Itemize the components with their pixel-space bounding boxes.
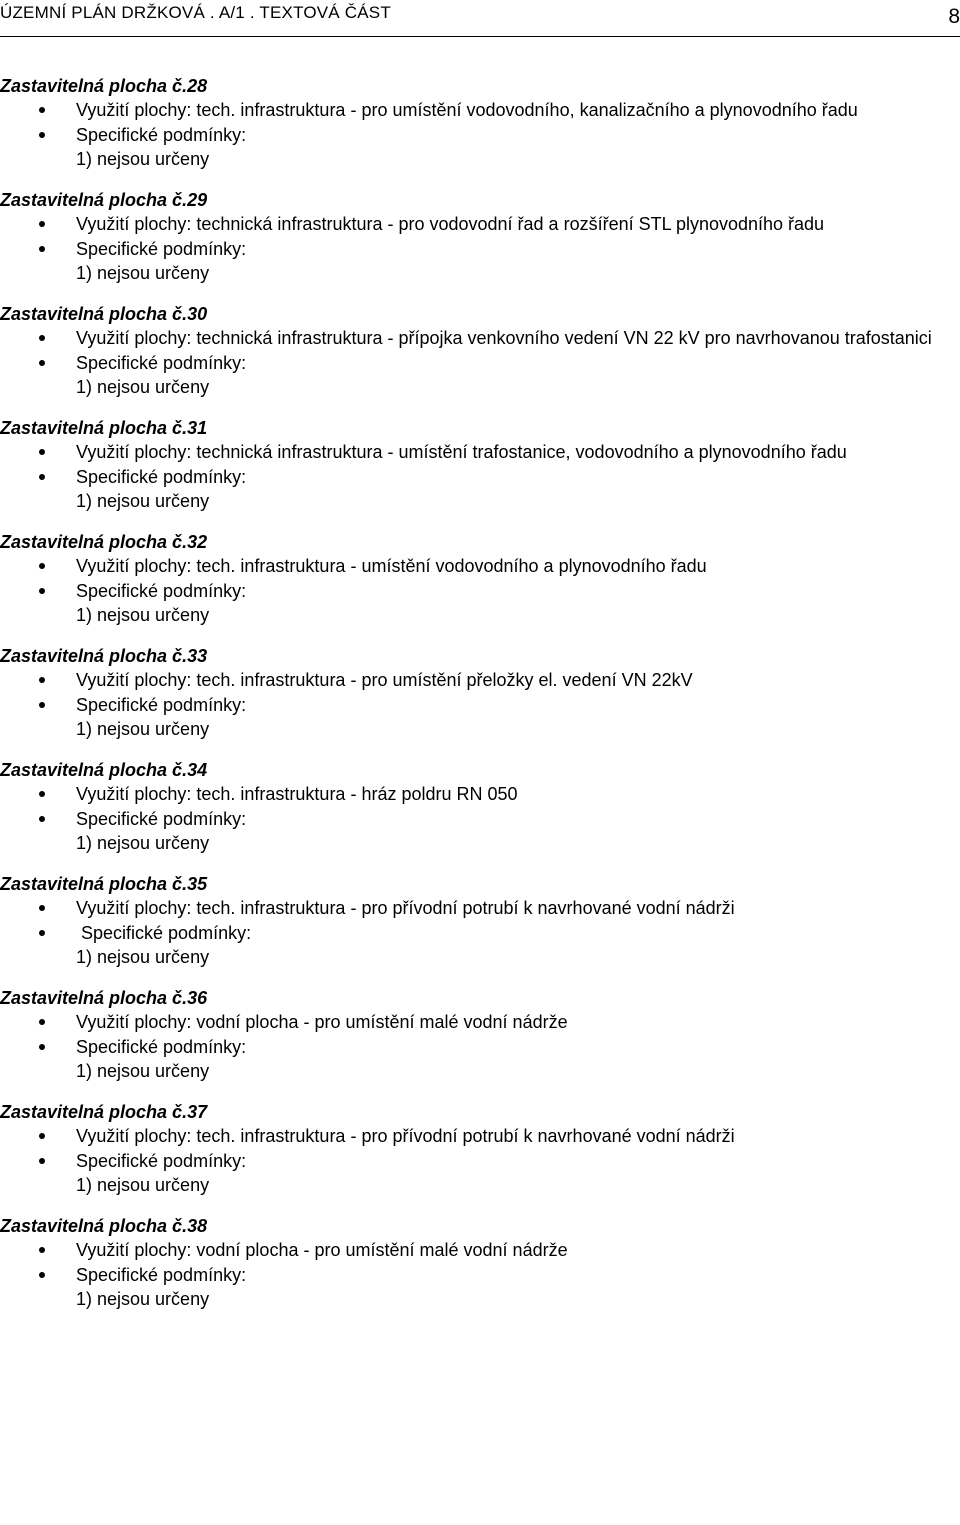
specific-conditions-label: Specifické podmínky: bbox=[76, 1036, 247, 1057]
bullet-icon bbox=[39, 132, 45, 138]
bullet-icon bbox=[39, 360, 45, 366]
specific-conditions-label: Specifické podmínky: bbox=[76, 922, 252, 943]
condition-text: 1) nejsou určeny bbox=[76, 1061, 210, 1081]
section-heading: Zastavitelná plocha č.38 bbox=[0, 1216, 208, 1236]
specific-conditions-item bbox=[0, 693, 960, 718]
section-heading: Zastavitelná plocha č.33 bbox=[0, 646, 208, 666]
bullet-icon bbox=[39, 563, 45, 569]
specific-conditions-item bbox=[0, 351, 960, 376]
usage-text: Využití plochy: tech. infrastruktura - umístění vodovodního a plynovodního řadu bbox=[76, 556, 707, 576]
specific-conditions-label: Specifické podmínky: bbox=[76, 808, 247, 829]
usage-item bbox=[0, 554, 960, 579]
specific-conditions-item bbox=[0, 807, 960, 832]
bullet-icon bbox=[39, 1272, 45, 1278]
section-plocha-31 bbox=[0, 416, 960, 514]
section-plocha-33 bbox=[0, 644, 960, 742]
specific-conditions-item bbox=[0, 579, 960, 604]
usage-text: Využití plochy: tech. infrastruktura - hráz poldru RN 050 bbox=[76, 784, 518, 804]
specific-conditions-item bbox=[0, 1263, 960, 1288]
bullet-icon bbox=[39, 677, 45, 683]
specific-conditions-label: Specifické podmínky: bbox=[76, 694, 247, 715]
section-plocha-30 bbox=[0, 302, 960, 400]
section-plocha-28 bbox=[0, 74, 960, 172]
bullet-icon bbox=[39, 905, 45, 911]
specific-conditions-item bbox=[0, 921, 960, 946]
bullet-icon bbox=[39, 1019, 45, 1025]
usage-text: Využití plochy: technická infrastruktura - umístění trafostanice, vodovodního a plynovodního řadu bbox=[76, 442, 847, 462]
specific-conditions-item bbox=[0, 237, 960, 262]
page-header bbox=[0, 0, 960, 37]
usage-item bbox=[0, 1010, 960, 1035]
section-heading: Zastavitelná plocha č.37 bbox=[0, 1102, 208, 1122]
section-heading: Zastavitelná plocha č.29 bbox=[0, 190, 208, 210]
condition-text: 1) nejsou určeny bbox=[76, 719, 210, 739]
section-plocha-34 bbox=[0, 758, 960, 856]
condition-text: 1) nejsou určeny bbox=[76, 1175, 210, 1195]
usage-item bbox=[0, 212, 960, 237]
condition-text: 1) nejsou určeny bbox=[76, 149, 210, 169]
usage-text: Využití plochy: vodní plocha - pro umístění malé vodní nádrže bbox=[76, 1012, 568, 1032]
section-plocha-38 bbox=[0, 1214, 960, 1312]
usage-item bbox=[0, 440, 960, 465]
usage-text: Využití plochy: vodní plocha - pro umístění malé vodní nádrže bbox=[76, 1240, 568, 1260]
specific-conditions-label: Specifické podmínky: bbox=[76, 352, 247, 373]
bullet-icon bbox=[39, 930, 45, 936]
usage-item bbox=[0, 1238, 960, 1263]
bullet-icon bbox=[39, 474, 45, 480]
bullet-icon bbox=[39, 791, 45, 797]
bullet-icon bbox=[39, 335, 45, 341]
bullet-icon bbox=[39, 702, 45, 708]
specific-conditions-item bbox=[0, 123, 960, 148]
bullet-icon bbox=[39, 221, 45, 227]
usage-item bbox=[0, 1124, 960, 1149]
condition-text: 1) nejsou určeny bbox=[76, 605, 210, 625]
condition-text: 1) nejsou určeny bbox=[76, 947, 210, 967]
section-plocha-32 bbox=[0, 530, 960, 628]
condition-text: 1) nejsou určeny bbox=[76, 833, 210, 853]
usage-text: Využití plochy: tech. infrastruktura - pro přívodní potrubí k navrhované vodní nádrži bbox=[76, 898, 735, 918]
usage-item bbox=[0, 896, 960, 921]
section-heading: Zastavitelná plocha č.28 bbox=[0, 76, 208, 96]
condition-text: 1) nejsou určeny bbox=[76, 377, 210, 397]
usage-text: Využití plochy: tech. infrastruktura - pro umístění vodovodního, kanalizačního a plynovodního řadu bbox=[76, 100, 858, 120]
usage-text: Využití plochy: tech. infrastruktura - pro přívodní potrubí k navrhované vodní nádrži bbox=[76, 1126, 735, 1146]
bullet-icon bbox=[39, 1158, 45, 1164]
section-heading: Zastavitelná plocha č.31 bbox=[0, 418, 208, 438]
usage-text: Využití plochy: technická infrastruktura - pro vodovodní řad a rozšíření STL plynovodního řadu bbox=[76, 214, 825, 234]
bullet-icon bbox=[39, 1133, 45, 1139]
page-number: 8 bbox=[948, 5, 960, 28]
section-heading: Zastavitelná plocha č.34 bbox=[0, 760, 208, 780]
usage-text: Využití plochy: technická infrastruktura - přípojka venkovního vedení VN 22 kV pro navrhovanou trafostanici bbox=[76, 328, 932, 348]
specific-conditions-label: Specifické podmínky: bbox=[76, 1150, 247, 1171]
specific-conditions-label: Specifické podmínky: bbox=[76, 1264, 247, 1285]
condition-text: 1) nejsou určeny bbox=[76, 491, 210, 511]
specific-conditions-label: Specifické podmínky: bbox=[76, 466, 247, 487]
specific-conditions-label: Specifické podmínky: bbox=[76, 238, 247, 259]
usage-item bbox=[0, 326, 960, 351]
section-plocha-37 bbox=[0, 1100, 960, 1198]
specific-conditions-label: Specifické podmínky: bbox=[76, 124, 247, 145]
specific-conditions-item bbox=[0, 1035, 960, 1060]
document-body bbox=[0, 74, 960, 1328]
section-heading: Zastavitelná plocha č.35 bbox=[0, 874, 208, 894]
specific-conditions-label: Specifické podmínky: bbox=[76, 580, 247, 601]
section-plocha-35 bbox=[0, 872, 960, 970]
usage-item bbox=[0, 782, 960, 807]
condition-text: 1) nejsou určeny bbox=[76, 263, 210, 283]
bullet-icon bbox=[39, 449, 45, 455]
condition-text: 1) nejsou určeny bbox=[76, 1289, 210, 1309]
section-heading: Zastavitelná plocha č.30 bbox=[0, 304, 208, 324]
specific-conditions-item bbox=[0, 465, 960, 490]
usage-text: Využití plochy: tech. infrastruktura - pro umístění přeložky el. vedení VN 22kV bbox=[76, 670, 693, 690]
bullet-icon bbox=[39, 1044, 45, 1050]
section-heading: Zastavitelná plocha č.32 bbox=[0, 532, 208, 552]
section-heading: Zastavitelná plocha č.36 bbox=[0, 988, 208, 1008]
bullet-icon bbox=[39, 107, 45, 113]
usage-item bbox=[0, 98, 960, 123]
section-plocha-36 bbox=[0, 986, 960, 1084]
bullet-icon bbox=[39, 246, 45, 252]
bullet-icon bbox=[39, 588, 45, 594]
section-plocha-29 bbox=[0, 188, 960, 286]
bullet-icon bbox=[39, 816, 45, 822]
document-title: ÚZEMNÍ PLÁN DRŽKOVÁ . A/1 . TEXTOVÁ ČÁST bbox=[0, 3, 391, 22]
usage-item bbox=[0, 668, 960, 693]
specific-conditions-item bbox=[0, 1149, 960, 1174]
bullet-icon bbox=[39, 1247, 45, 1253]
